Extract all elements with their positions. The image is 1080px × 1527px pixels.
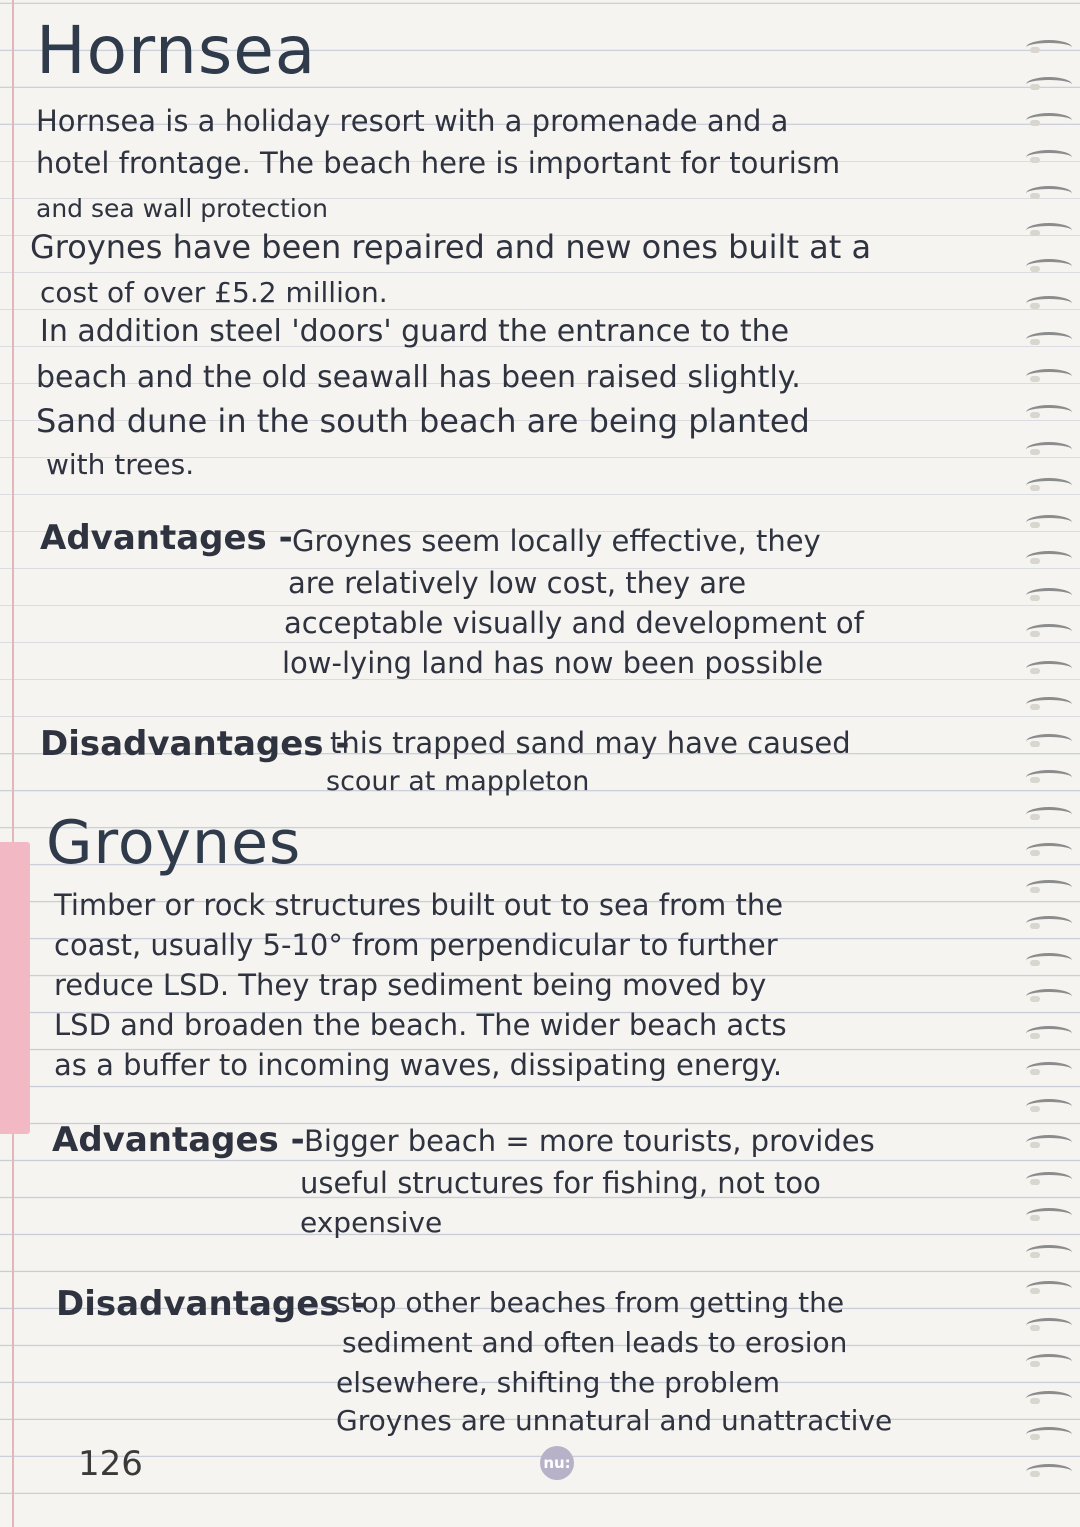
hornsea-line-5: cost of over £5.2 million. — [40, 276, 388, 309]
hornsea-advantages-heading: Advantages - — [40, 518, 293, 558]
groynes-line-4: LSD and broaden the beach. The wider beach acts — [54, 1008, 787, 1042]
groynes-line-3: reduce LSD. They trap sediment being moved by — [54, 968, 767, 1002]
hornsea-disadvantages-heading: Disadvantages - — [40, 724, 350, 764]
spiral-ring — [1026, 77, 1072, 92]
groynes-advantages-line-3: expensive — [300, 1206, 443, 1239]
groynes-advantages-line-1: Bigger beach = more tourists, provides — [304, 1124, 875, 1158]
spiral-ring — [1026, 916, 1072, 931]
spiral-ring — [1026, 442, 1072, 457]
hornsea-line-6: In addition steel 'doors' guard the entrance to the — [40, 314, 790, 349]
groynes-disadvantages-line-4: Groynes are unnatural and unattractive — [336, 1404, 893, 1437]
hornsea-advantages-line-2: are relatively low cost, they are — [288, 566, 747, 600]
hornsea-line-3: and sea wall protection — [36, 194, 328, 223]
nu-logo-icon: nu: — [540, 1446, 574, 1480]
hornsea-title: Hornsea — [36, 12, 317, 89]
hornsea-line-8: Sand dune in the south beach are being planted — [36, 402, 810, 440]
groynes-line-2: coast, usually 5-10° from perpendicular to further — [54, 928, 778, 962]
spiral-ring — [1026, 624, 1072, 639]
spiral-ring — [1026, 770, 1072, 785]
hornsea-line-2: hotel frontage. The beach here is important for tourism — [36, 146, 841, 180]
spiral-ring — [1026, 296, 1072, 311]
groynes-advantages-heading: Advantages - — [52, 1120, 305, 1160]
hornsea-advantages-line-1: Groynes seem locally effective, they — [292, 524, 821, 558]
hornsea-advantages-line-4: low-lying land has now been possible — [282, 646, 824, 680]
groynes-disadvantages-heading: Disadvantages - — [56, 1284, 366, 1324]
groynes-title: Groynes — [46, 808, 302, 878]
spiral-ring — [1026, 734, 1072, 749]
spiral-ring — [1026, 113, 1072, 128]
spiral-binding — [1012, 40, 1072, 1500]
spiral-ring — [1026, 807, 1072, 822]
spiral-ring — [1026, 1208, 1072, 1223]
spiral-ring — [1026, 1281, 1072, 1296]
spiral-ring — [1026, 1391, 1072, 1406]
spiral-ring — [1026, 1427, 1072, 1442]
hornsea-disadvantages-line-1: this trapped sand may have caused — [330, 726, 851, 760]
spiral-ring — [1026, 1062, 1072, 1077]
spiral-ring — [1026, 843, 1072, 858]
hornsea-disadvantages-line-2: scour at mappleton — [326, 766, 590, 797]
spiral-ring — [1026, 1026, 1072, 1041]
spiral-ring — [1026, 1464, 1072, 1479]
spiral-ring — [1026, 1354, 1072, 1369]
spiral-ring — [1026, 405, 1072, 420]
spiral-ring — [1026, 989, 1072, 1004]
spiral-ring — [1026, 953, 1072, 968]
spiral-ring — [1026, 515, 1072, 530]
groynes-advantages-line-2: useful structures for fishing, not too — [300, 1166, 821, 1200]
spiral-ring — [1026, 478, 1072, 493]
groynes-disadvantages-line-1: stop other beaches from getting the — [336, 1286, 845, 1319]
spiral-ring — [1026, 186, 1072, 201]
hornsea-line-4: Groynes have been repaired and new ones built at a — [30, 228, 872, 266]
hornsea-advantages-line-3: acceptable visually and development of — [284, 606, 864, 640]
hornsea-line-7: beach and the old seawall has been raised slightly. — [36, 360, 801, 395]
margin-line — [12, 0, 14, 1527]
spiral-ring — [1026, 1099, 1072, 1114]
groynes-disadvantages-line-3: elsewhere, shifting the problem — [336, 1366, 780, 1399]
spiral-ring — [1026, 369, 1072, 384]
groynes-line-1: Timber or rock structures built out to sea from the — [54, 888, 784, 922]
page-number: 126 — [78, 1444, 143, 1484]
groynes-disadvantages-line-2: sediment and often leads to erosion — [342, 1326, 848, 1359]
spiral-ring — [1026, 1318, 1072, 1333]
spiral-ring — [1026, 40, 1072, 55]
spiral-ring — [1026, 259, 1072, 274]
pink-tab — [0, 842, 30, 1134]
spiral-ring — [1026, 150, 1072, 165]
spiral-ring — [1026, 1245, 1072, 1260]
spiral-ring — [1026, 1172, 1072, 1187]
spiral-ring — [1026, 1135, 1072, 1150]
spiral-ring — [1026, 332, 1072, 347]
groynes-line-5: as a buffer to incoming waves, dissipating energy. — [54, 1048, 783, 1082]
spiral-ring — [1026, 697, 1072, 712]
spiral-ring — [1026, 880, 1072, 895]
hornsea-line-1: Hornsea is a holiday resort with a promenade and a — [36, 104, 789, 138]
spiral-ring — [1026, 223, 1072, 238]
spiral-ring — [1026, 661, 1072, 676]
spiral-ring — [1026, 588, 1072, 603]
spiral-ring — [1026, 551, 1072, 566]
hornsea-line-9: with trees. — [46, 448, 195, 481]
